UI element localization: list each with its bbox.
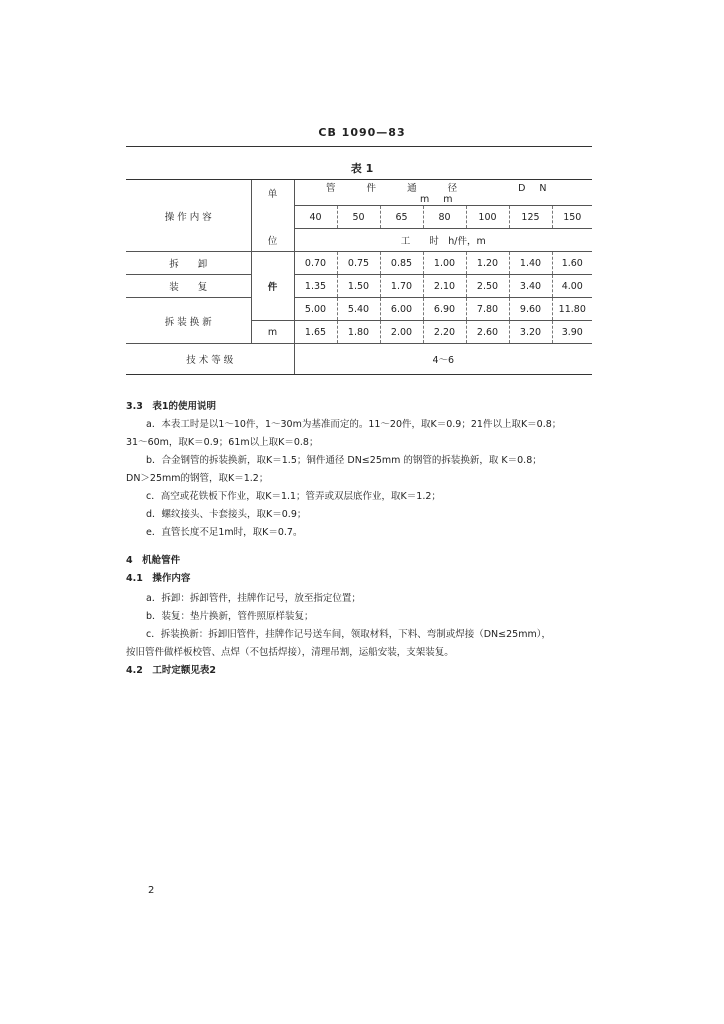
row-operation: 装 复 bbox=[126, 275, 251, 298]
section-4-2-heading: 4.2 工时定额见表2 bbox=[126, 665, 216, 676]
table-cell: 6.00 bbox=[380, 298, 423, 321]
row-unit: 件 bbox=[251, 252, 294, 321]
page-number: 2 bbox=[148, 885, 155, 896]
diameter-cell: 125 bbox=[509, 206, 552, 229]
row-unit: m bbox=[251, 321, 294, 344]
paragraph: b．合金钢管的拆装换新，取K＝1.5；铜件通径 DN≤25mm 的钢管的拆装换新，取 K＝0.8； bbox=[146, 455, 542, 466]
diameter-cell: 50 bbox=[337, 206, 380, 229]
header-rule bbox=[126, 146, 592, 147]
diameter-cell: 80 bbox=[423, 206, 466, 229]
paragraph: d．螺纹接头、卡套接头，取K＝0.9； bbox=[146, 509, 307, 520]
table-cell: 3.40 bbox=[509, 275, 552, 298]
table-cell: 1.20 bbox=[466, 252, 509, 275]
table-cell: 0.75 bbox=[337, 252, 380, 275]
col-operation-header: 操 作 内 容 bbox=[126, 180, 251, 252]
work-hour-table bbox=[126, 179, 608, 375]
diameter-cell: 40 bbox=[294, 206, 337, 229]
table-cell: 1.50 bbox=[337, 275, 380, 298]
table-cell: 4.00 bbox=[552, 275, 592, 298]
table-cell: 1.00 bbox=[423, 252, 466, 275]
section-4-1-heading: 4.1 操作内容 bbox=[126, 573, 191, 584]
paragraph: a．拆卸：拆卸管件，挂牌作记号，放至指定位置； bbox=[146, 593, 361, 604]
table-cell: 1.35 bbox=[294, 275, 337, 298]
paragraph: e．直管长度不足1m时，取K＝0.7。 bbox=[146, 527, 303, 538]
table-cell: 1.80 bbox=[337, 321, 380, 344]
paragraph: 31～60m，取K＝0.9；61m以上取K＝0.8； bbox=[126, 437, 319, 448]
table-cell: 1.65 bbox=[294, 321, 337, 344]
table-cell: 1.70 bbox=[380, 275, 423, 298]
table-cell: 3.20 bbox=[509, 321, 552, 344]
table-cell: 5.40 bbox=[337, 298, 380, 321]
diameter-cell: 100 bbox=[466, 206, 509, 229]
paragraph: b．装复：垫片换新，管件照原样装复； bbox=[146, 611, 314, 622]
table-title: 表 1 bbox=[350, 162, 374, 175]
table-cell: 11.80 bbox=[552, 298, 592, 321]
work-time-header: 工 时 h/件，m bbox=[294, 229, 592, 252]
table-cell: 2.50 bbox=[466, 275, 509, 298]
section-4-heading: 4 机舱管件 bbox=[126, 555, 181, 566]
table-cell: 7.80 bbox=[466, 298, 509, 321]
table-cell: 1.60 bbox=[552, 252, 592, 275]
table-cell: 0.85 bbox=[380, 252, 423, 275]
paragraph: 按旧管件做样板校管、点焊（不包括焊接），清理吊割，运船安装，支架装复。 bbox=[126, 647, 454, 658]
paragraph: c．拆装换新：拆卸旧管件，挂牌作记号送车间，领取材料，下料、弯制或焊接（DN≤25mm）， bbox=[146, 629, 551, 640]
row-operation: 拆 卸 bbox=[126, 252, 251, 275]
grade-value: 4～6 bbox=[294, 344, 592, 375]
diameter-cell: 150 bbox=[552, 206, 592, 229]
row-operation: 拆 装 换 新 bbox=[126, 298, 251, 344]
table-cell: 2.60 bbox=[466, 321, 509, 344]
table-cell: 2.00 bbox=[380, 321, 423, 344]
table-cell: 2.10 bbox=[423, 275, 466, 298]
table-cell: 9.60 bbox=[509, 298, 552, 321]
table-cell: 5.00 bbox=[294, 298, 337, 321]
pipe-diameter-header: 管 件 通 径 DN mm bbox=[294, 180, 592, 206]
col-unit-header-bottom: 位 bbox=[251, 229, 294, 252]
table-cell: 1.40 bbox=[509, 252, 552, 275]
paragraph: c．高空或花铁板下作业，取K＝1.1；管弄或双层底作业，取K＝1.2； bbox=[146, 491, 441, 502]
table-cell: 2.20 bbox=[423, 321, 466, 344]
document-header: CB 1090—83 bbox=[318, 126, 406, 139]
grade-label: 技 术 等 级 bbox=[126, 344, 294, 375]
diameter-cell: 65 bbox=[380, 206, 423, 229]
col-unit-header-top: 单 bbox=[251, 180, 294, 206]
section-3-3-heading: 3.3 表1的使用说明 bbox=[126, 401, 216, 412]
paragraph: DN＞25mm的钢管，取K＝1.2； bbox=[126, 473, 269, 484]
table-cell: 6.90 bbox=[423, 298, 466, 321]
paragraph: a．本表工时是以1～10件，1～30m为基准而定的。11～20件，取K＝0.9；21件以上取K＝0.8； bbox=[146, 419, 562, 430]
table-cell: 0.70 bbox=[294, 252, 337, 275]
table-cell: 3.90 bbox=[552, 321, 592, 344]
